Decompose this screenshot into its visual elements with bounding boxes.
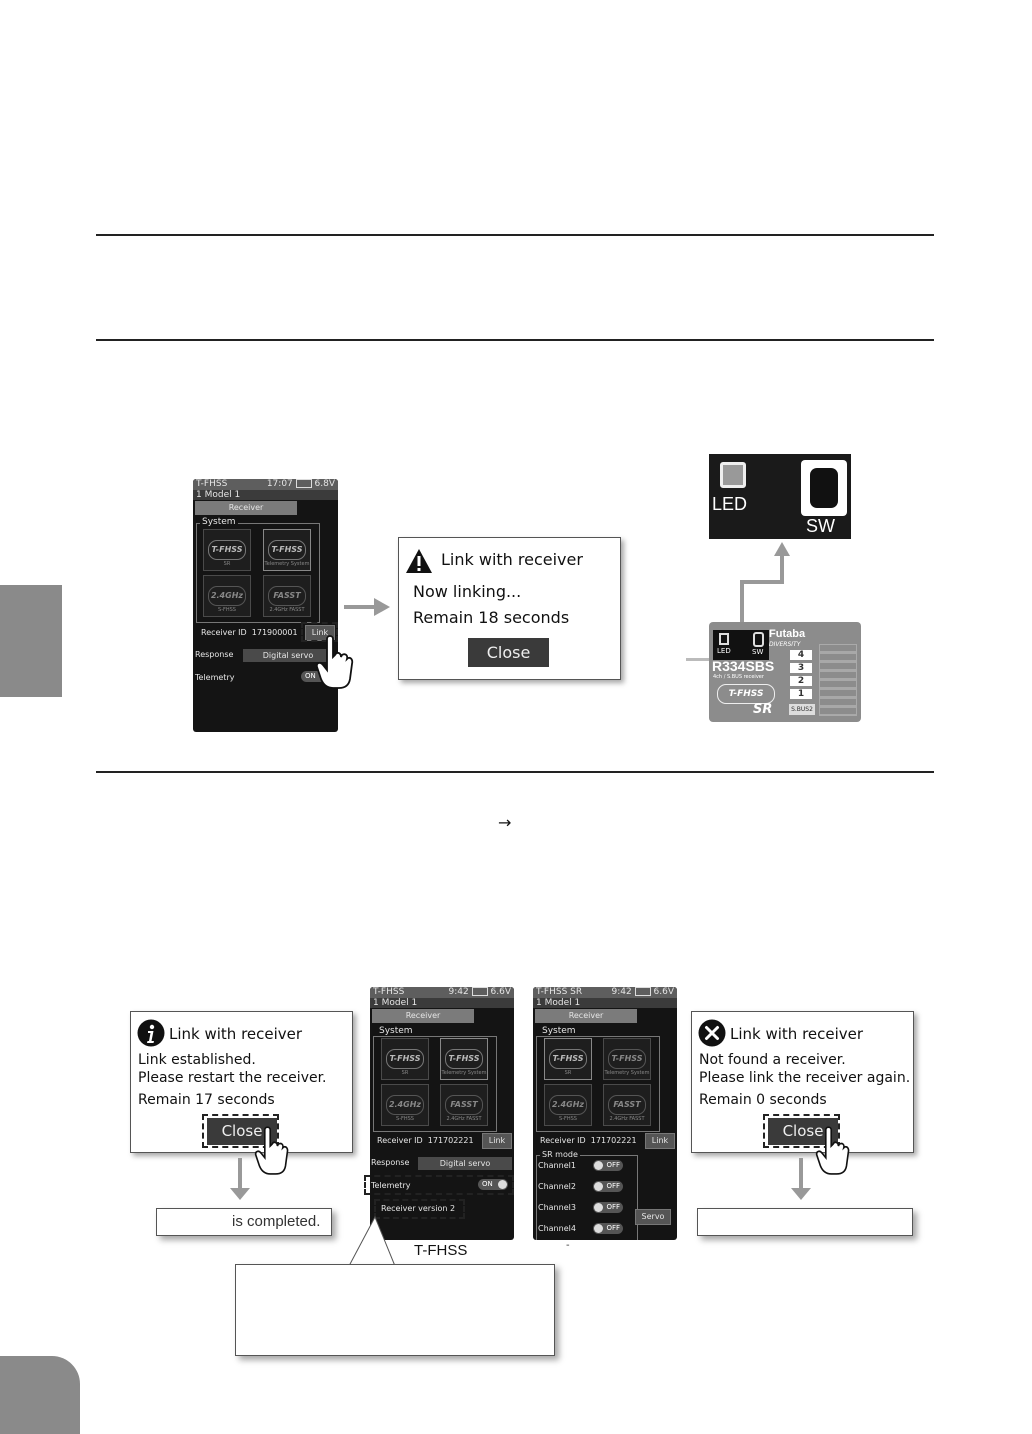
channel-port-label: 2 xyxy=(790,676,812,686)
close-button[interactable]: Close xyxy=(768,1118,838,1145)
tfhss-logo-icon: T-FHSS xyxy=(717,684,775,704)
led-sw-closeup xyxy=(709,454,851,539)
tfhss-logo-icon: T-FHSS xyxy=(208,540,246,560)
channel1-label: Channel1 xyxy=(538,1161,576,1170)
switch-button[interactable] xyxy=(801,460,847,516)
channel2-state: OFF xyxy=(606,1182,620,1190)
receiver-version: Receiver version 2 xyxy=(381,1204,456,1213)
channel-port-label: 1 xyxy=(790,689,812,699)
connector-arrow-icon xyxy=(736,540,792,630)
link-button[interactable]: Link xyxy=(645,1133,675,1149)
channel1-state: OFF xyxy=(606,1161,620,1169)
tile-caption: 2.4GHz FASST xyxy=(609,1116,645,1122)
link-button[interactable]: Link xyxy=(482,1133,512,1149)
diversity-label: DIVERSITY xyxy=(769,641,801,648)
tile-caption: SR xyxy=(223,561,231,567)
servo-pin-block xyxy=(819,644,857,716)
error-x-icon xyxy=(698,1019,726,1047)
channel1-toggle[interactable] xyxy=(593,1160,623,1171)
system-tile-tfhss-sr[interactable] xyxy=(203,529,251,571)
system-label: System xyxy=(379,1026,413,1036)
model-name: 1 Model 1 xyxy=(533,998,677,1008)
receiver-screen xyxy=(193,479,338,732)
dialog-countdown: Remain 0 seconds xyxy=(699,1092,827,1108)
clock: 9:42 xyxy=(611,987,632,997)
callout-box xyxy=(235,1264,555,1356)
channel-port-label: 4 xyxy=(790,650,812,660)
channel4-state: OFF xyxy=(606,1224,620,1232)
receiver-title-button[interactable]: Receiver xyxy=(372,1009,474,1023)
small-led-label: LED xyxy=(717,647,731,655)
system-name: T-FHSS xyxy=(373,987,405,997)
telemetry-label: Telemetry xyxy=(371,1181,411,1190)
dialog-countdown: Remain 17 seconds xyxy=(138,1092,275,1108)
fail-note xyxy=(697,1208,913,1236)
telemetry-state: ON xyxy=(305,672,316,680)
tile-caption: 2.4GHz FASST xyxy=(446,1116,482,1122)
tile-caption: 2.4GHz FASST xyxy=(269,607,305,613)
model-name: 1 Model 1 xyxy=(193,490,338,500)
small-sw-icon xyxy=(753,632,764,647)
receiver-id-label: Receiver ID xyxy=(201,628,247,637)
response-label: Response xyxy=(371,1158,410,1167)
info-icon xyxy=(137,1019,165,1047)
close-button[interactable]: Close xyxy=(207,1118,277,1145)
channel4-label: Channel4 xyxy=(538,1224,576,1233)
dialog-title: Link with receiver xyxy=(730,1025,864,1043)
receiver-title-button[interactable]: Receiver xyxy=(535,1009,637,1023)
screen-caption: - xyxy=(566,1240,570,1251)
fasst-logo-icon: FASST xyxy=(445,1095,483,1115)
pointing-hand-icon xyxy=(815,1126,851,1176)
receiver-id-value: 171702221 xyxy=(427,1136,474,1145)
sbus-label: S.BUS2 xyxy=(789,704,815,715)
arrow-down-icon xyxy=(238,1158,242,1190)
tile-caption: SR xyxy=(564,1070,572,1076)
channel3-label: Channel3 xyxy=(538,1203,576,1212)
brand-label: Futaba xyxy=(769,628,806,640)
response-select[interactable]: Digital servo xyxy=(418,1157,512,1170)
system-tile-tfhss-sr[interactable] xyxy=(381,1038,429,1080)
battery-icon xyxy=(296,479,312,488)
channel3-toggle[interactable] xyxy=(593,1202,623,1213)
channel4-toggle[interactable] xyxy=(593,1223,623,1234)
tfhss-logo-icon: T-FHSS xyxy=(268,540,306,560)
system-tile-tfhss[interactable] xyxy=(263,529,311,571)
success-note xyxy=(156,1208,332,1236)
linking-dialog xyxy=(398,537,621,680)
receiver-id-value: 171702221 xyxy=(590,1136,637,1145)
sfhss-logo-icon: 2.4GHz xyxy=(549,1095,587,1115)
dialog-message: Link established. xyxy=(138,1052,256,1068)
sr-mode-label: SR mode xyxy=(542,1150,578,1159)
tile-caption: Telemetry System xyxy=(441,1070,487,1076)
screen-caption: T-FHSS xyxy=(414,1242,468,1259)
clock: 17:07 xyxy=(266,479,293,489)
dialog-title: Link with receiver xyxy=(441,550,583,569)
receiver-unit xyxy=(709,622,861,722)
tile-caption: S-FHSS xyxy=(218,607,236,613)
tfhss-logo-icon: T-FHSS xyxy=(549,1049,587,1069)
servo-button[interactable]: Servo xyxy=(635,1209,671,1225)
model-label: R334SBS xyxy=(712,658,775,674)
sfhss-logo-icon: 2.4GHz xyxy=(208,586,246,606)
small-sw-label: SW xyxy=(752,648,764,656)
tile-caption: SR xyxy=(401,1070,409,1076)
system-tile-fasst[interactable] xyxy=(440,1084,488,1126)
model-name: 1 Model 1 xyxy=(370,998,514,1008)
dialog-message: Please link the receiver again. xyxy=(699,1070,911,1086)
status-bar xyxy=(533,987,677,998)
close-button[interactable]: Close xyxy=(468,638,549,667)
page-number-tab xyxy=(0,1356,80,1434)
sfhss-logo-icon: 2.4GHz xyxy=(386,1095,424,1115)
clock: 9:42 xyxy=(448,987,469,997)
led-label: LED xyxy=(712,494,748,514)
receiver-title-button[interactable]: Receiver xyxy=(195,501,297,515)
sw-label: SW xyxy=(806,516,835,536)
small-led-icon xyxy=(719,633,729,645)
tfhss-logo-icon: T-FHSS xyxy=(386,1049,424,1069)
tile-caption: S-FHSS xyxy=(396,1116,414,1122)
dialog-status: Now linking... xyxy=(413,582,522,601)
warning-icon xyxy=(405,548,433,574)
battery-voltage: 6.6V xyxy=(490,987,511,997)
highlight-telemetry-row xyxy=(364,1175,514,1195)
system-tile-sfhss[interactable] xyxy=(544,1084,592,1126)
battery-icon xyxy=(635,987,651,996)
arrow-right-icon xyxy=(344,598,390,616)
section-divider xyxy=(96,234,934,236)
led-icon xyxy=(720,462,746,488)
led-sw-panel xyxy=(713,630,769,660)
system-tile-sfhss[interactable] xyxy=(203,575,251,617)
fasst-logo-icon: FASST xyxy=(608,1095,646,1115)
channel2-label: Channel2 xyxy=(538,1182,576,1191)
tfhss-logo-icon: T-FHSS xyxy=(608,1049,646,1069)
receiver-id-label: Receiver ID xyxy=(540,1136,586,1145)
section-divider xyxy=(96,339,934,341)
receiver-id-value: 171900001 xyxy=(251,628,298,637)
channel2-toggle[interactable] xyxy=(593,1181,623,1192)
channel-port-label: 3 xyxy=(790,663,812,673)
pointing-hand-icon xyxy=(254,1126,290,1176)
system-label: System xyxy=(202,517,236,527)
status-bar xyxy=(370,987,514,998)
system-tile-sfhss[interactable] xyxy=(381,1084,429,1126)
fasst-logo-icon: FASST xyxy=(268,586,306,606)
channel3-state: OFF xyxy=(606,1203,620,1211)
system-label: System xyxy=(542,1026,576,1036)
arrow-down-icon xyxy=(799,1158,803,1190)
system-name: T-FHSS SR xyxy=(536,987,583,997)
tile-caption: Telemetry System xyxy=(264,561,310,567)
battery-voltage: 6.8V xyxy=(314,479,335,489)
tfhss-logo-icon: T-FHSS xyxy=(445,1049,483,1069)
receiver-id-label: Receiver ID xyxy=(377,1136,423,1145)
receiver-screen-tfhss-sr xyxy=(533,987,677,1240)
spec-label: 4ch / S.BUS receiver xyxy=(713,674,764,680)
link-button[interactable]: Link xyxy=(305,625,335,641)
response-select[interactable]: Digital servo xyxy=(243,649,333,662)
response-label: Response xyxy=(195,650,234,659)
telemetry-state: ON xyxy=(482,1180,493,1188)
dialog-countdown: Remain 18 seconds xyxy=(413,608,570,627)
success-note-text: is completed. xyxy=(232,1213,321,1230)
pointing-hand-icon xyxy=(315,635,355,690)
telemetry-label: Telemetry xyxy=(195,673,235,682)
dialog-title: Link with receiver xyxy=(169,1025,303,1043)
battery-voltage: 6.6V xyxy=(653,987,674,997)
callout-pointer-icon xyxy=(337,1216,397,1268)
chapter-tab xyxy=(0,585,62,697)
dialog-message: Please restart the receiver. xyxy=(138,1070,327,1086)
dialog-message: Not found a receiver. xyxy=(699,1052,846,1068)
system-name: T-FHSS xyxy=(196,479,228,489)
tile-caption: S-FHSS xyxy=(559,1116,577,1122)
system-tile-tfhss[interactable] xyxy=(603,1038,651,1080)
system-tile-tfhss-sr[interactable] xyxy=(544,1038,592,1080)
section-divider xyxy=(96,771,934,773)
system-tile-tfhss[interactable] xyxy=(440,1038,488,1080)
system-tile-fasst[interactable] xyxy=(263,575,311,617)
sr-logo-label: SR xyxy=(753,702,773,717)
battery-icon xyxy=(472,987,488,996)
status-bar xyxy=(193,479,338,490)
tile-caption: Telemetry System xyxy=(604,1070,650,1076)
system-tile-fasst[interactable] xyxy=(603,1084,651,1126)
arrow-symbol: → xyxy=(498,813,512,832)
